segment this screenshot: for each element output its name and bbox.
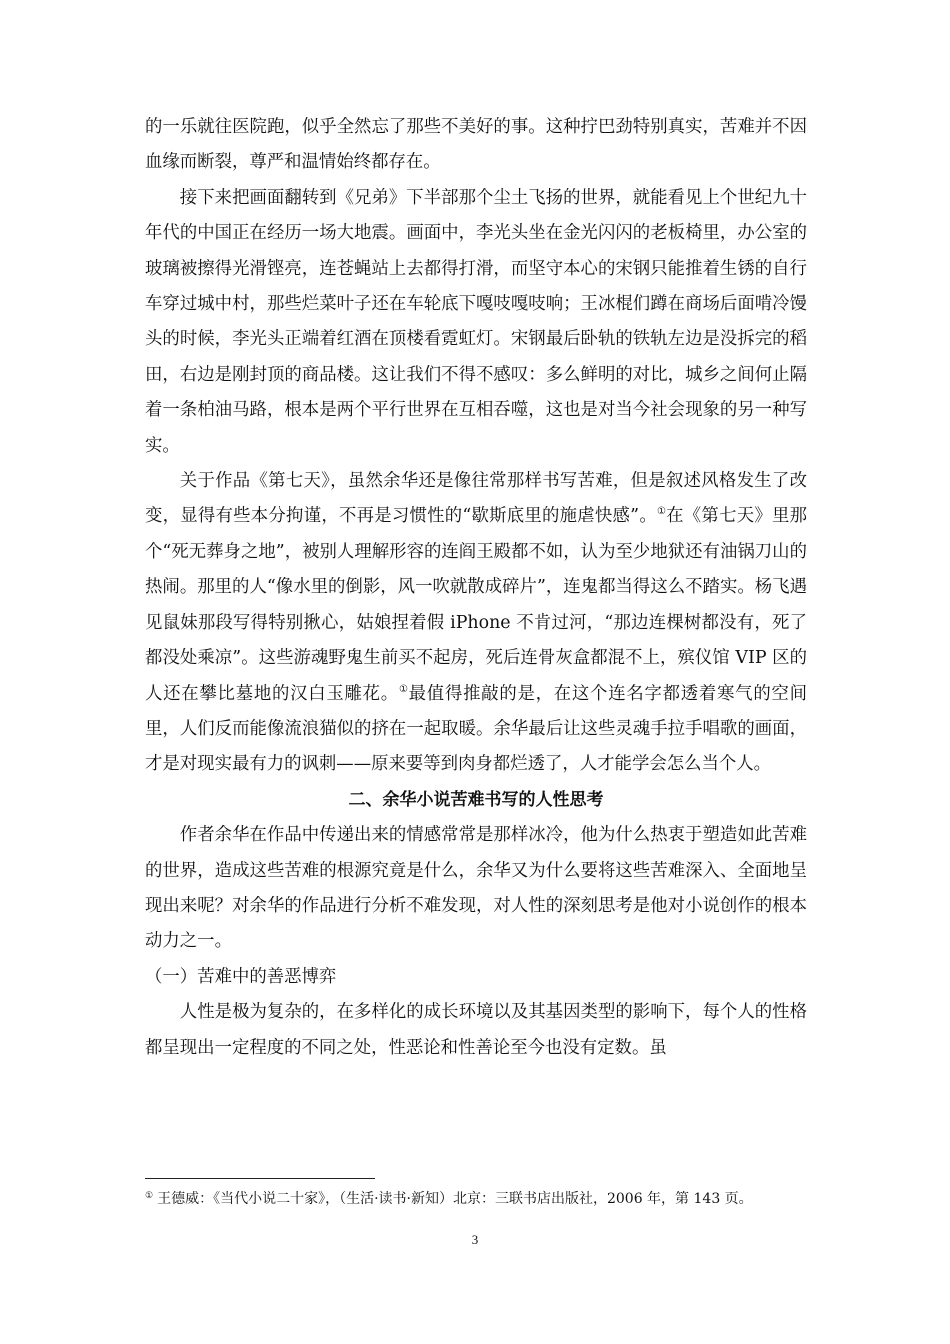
paragraph-continuation: 的一乐就往医院跑，似乎全然忘了那些不美好的事。这种拧巴劲特别真实，苦难并不因血缘而断裂，尊严和温情始终都存在。 [145, 117, 807, 173]
footnote-reference-1[interactable]: ① [656, 506, 667, 518]
section-heading: 二、余华小说苦难书写的人性思考 [348, 789, 604, 810]
subsection-heading: （一）苦难中的善恶博弈 [145, 966, 337, 987]
footnote-text: 王德威：《当代小说二十家》，（生活·读书·新知）北京：三联书店出版社，2006 年，第 143 页。 [157, 1191, 753, 1207]
footnote-marker: ① [145, 1191, 154, 1201]
paragraph-human-nature: 人性是极为复杂的，在多样化的成长环境以及其基因类型的影响下，每个人的性格都呈现出一定程度的不同之处，性恶论和性善论至今也没有定数。虽 [145, 1002, 807, 1058]
paragraph-seventh-day [145, 464, 807, 783]
paragraph-seventh-day-part-3: 最值得推敲的是，在这个连名字都透着寒气的空间里，人们反而能像流浪猫似的挤在一起取暖。余华最后让这些灵魂手拉手唱歌的画面，才是对现实最有力的讽刺——原来要等到肉身都烂透了，人才能学会怎么当个人。 [145, 683, 807, 775]
footnote [145, 1188, 807, 1210]
footnote-reference-2[interactable]: ① [398, 683, 409, 695]
paragraph-brothers: 接下来把画面翻转到《兄弟》下半部那个尘土飞扬的世界，就能看见上个世纪九十年代的中国正在经历一场大地震。画面中，李光头坐在金光闪闪的老板椅里，办公室的玻璃被擦得光滑铿亮，连苍蝇站上去都得打滑，而坚守本心的宋钢只能推着生锈的自行车穿过城中村，那些烂菜叶子还在车轮底下嘎吱嘎吱响；王冰棍们蹲在商场后面啃冷馒头的时候，李光头正端着红酒在顶楼看霓虹灯。宋钢最后卧轨的铁轨左边是没拆完的稻田，右边是刚封顶的商品楼。这让我们不得不感叹：多么鲜明的对比，城乡之间何止隔着一条柏油马路，根本是两个平行世界在互相吞噬，这也是对当今社会现象的另一种写实。 [145, 187, 807, 456]
paragraph-section-intro: 作者余华在作品中传递出来的情感常常是那样冰冷，他为什么热衷于塑造如此苦难的世界，造成这些苦难的根源究竟是什么，余华又为什么要将这些苦难深入、全面地呈现出来呢？对余华的作品进行分析不难发现，对人性的深刻思考是他对小说创作的根本动力之一。 [145, 825, 807, 952]
main-text [145, 110, 807, 1066]
page-number: 3 [471, 1232, 479, 1247]
footnote-divider [145, 1178, 375, 1179]
paragraph-seventh-day-part-2: 在《第七天》里那个“死无葬身之地”，被别人理解形容的连阎王殿都不如，认为至少地狱还有油锅刀山的热闹。那里的人“像水里的倒影，风一吹就散成碎片”，连鬼都当得这么不踏实。杨飞遇见鼠妹那段写得特别揪心，姑娘捏着假 iPhone 不肯过河，“那边连棵树都没有，死了都没处乘凉”。这些游魂野鬼生前买不起房，死后连骨灰盒都混不上，殡仪馆 VIP 区的人还在攀比墓地的汉白玉雕花。 [145, 506, 807, 704]
paragraph-seventh-day-part-1: 关于作品《第七天》，虽然余华还是像往常那样书写苦难，但是叙述风格发生了改变，显得有些本分拘谨，不再是习惯性的“歇斯底里的施虐快感”。 [145, 471, 807, 527]
